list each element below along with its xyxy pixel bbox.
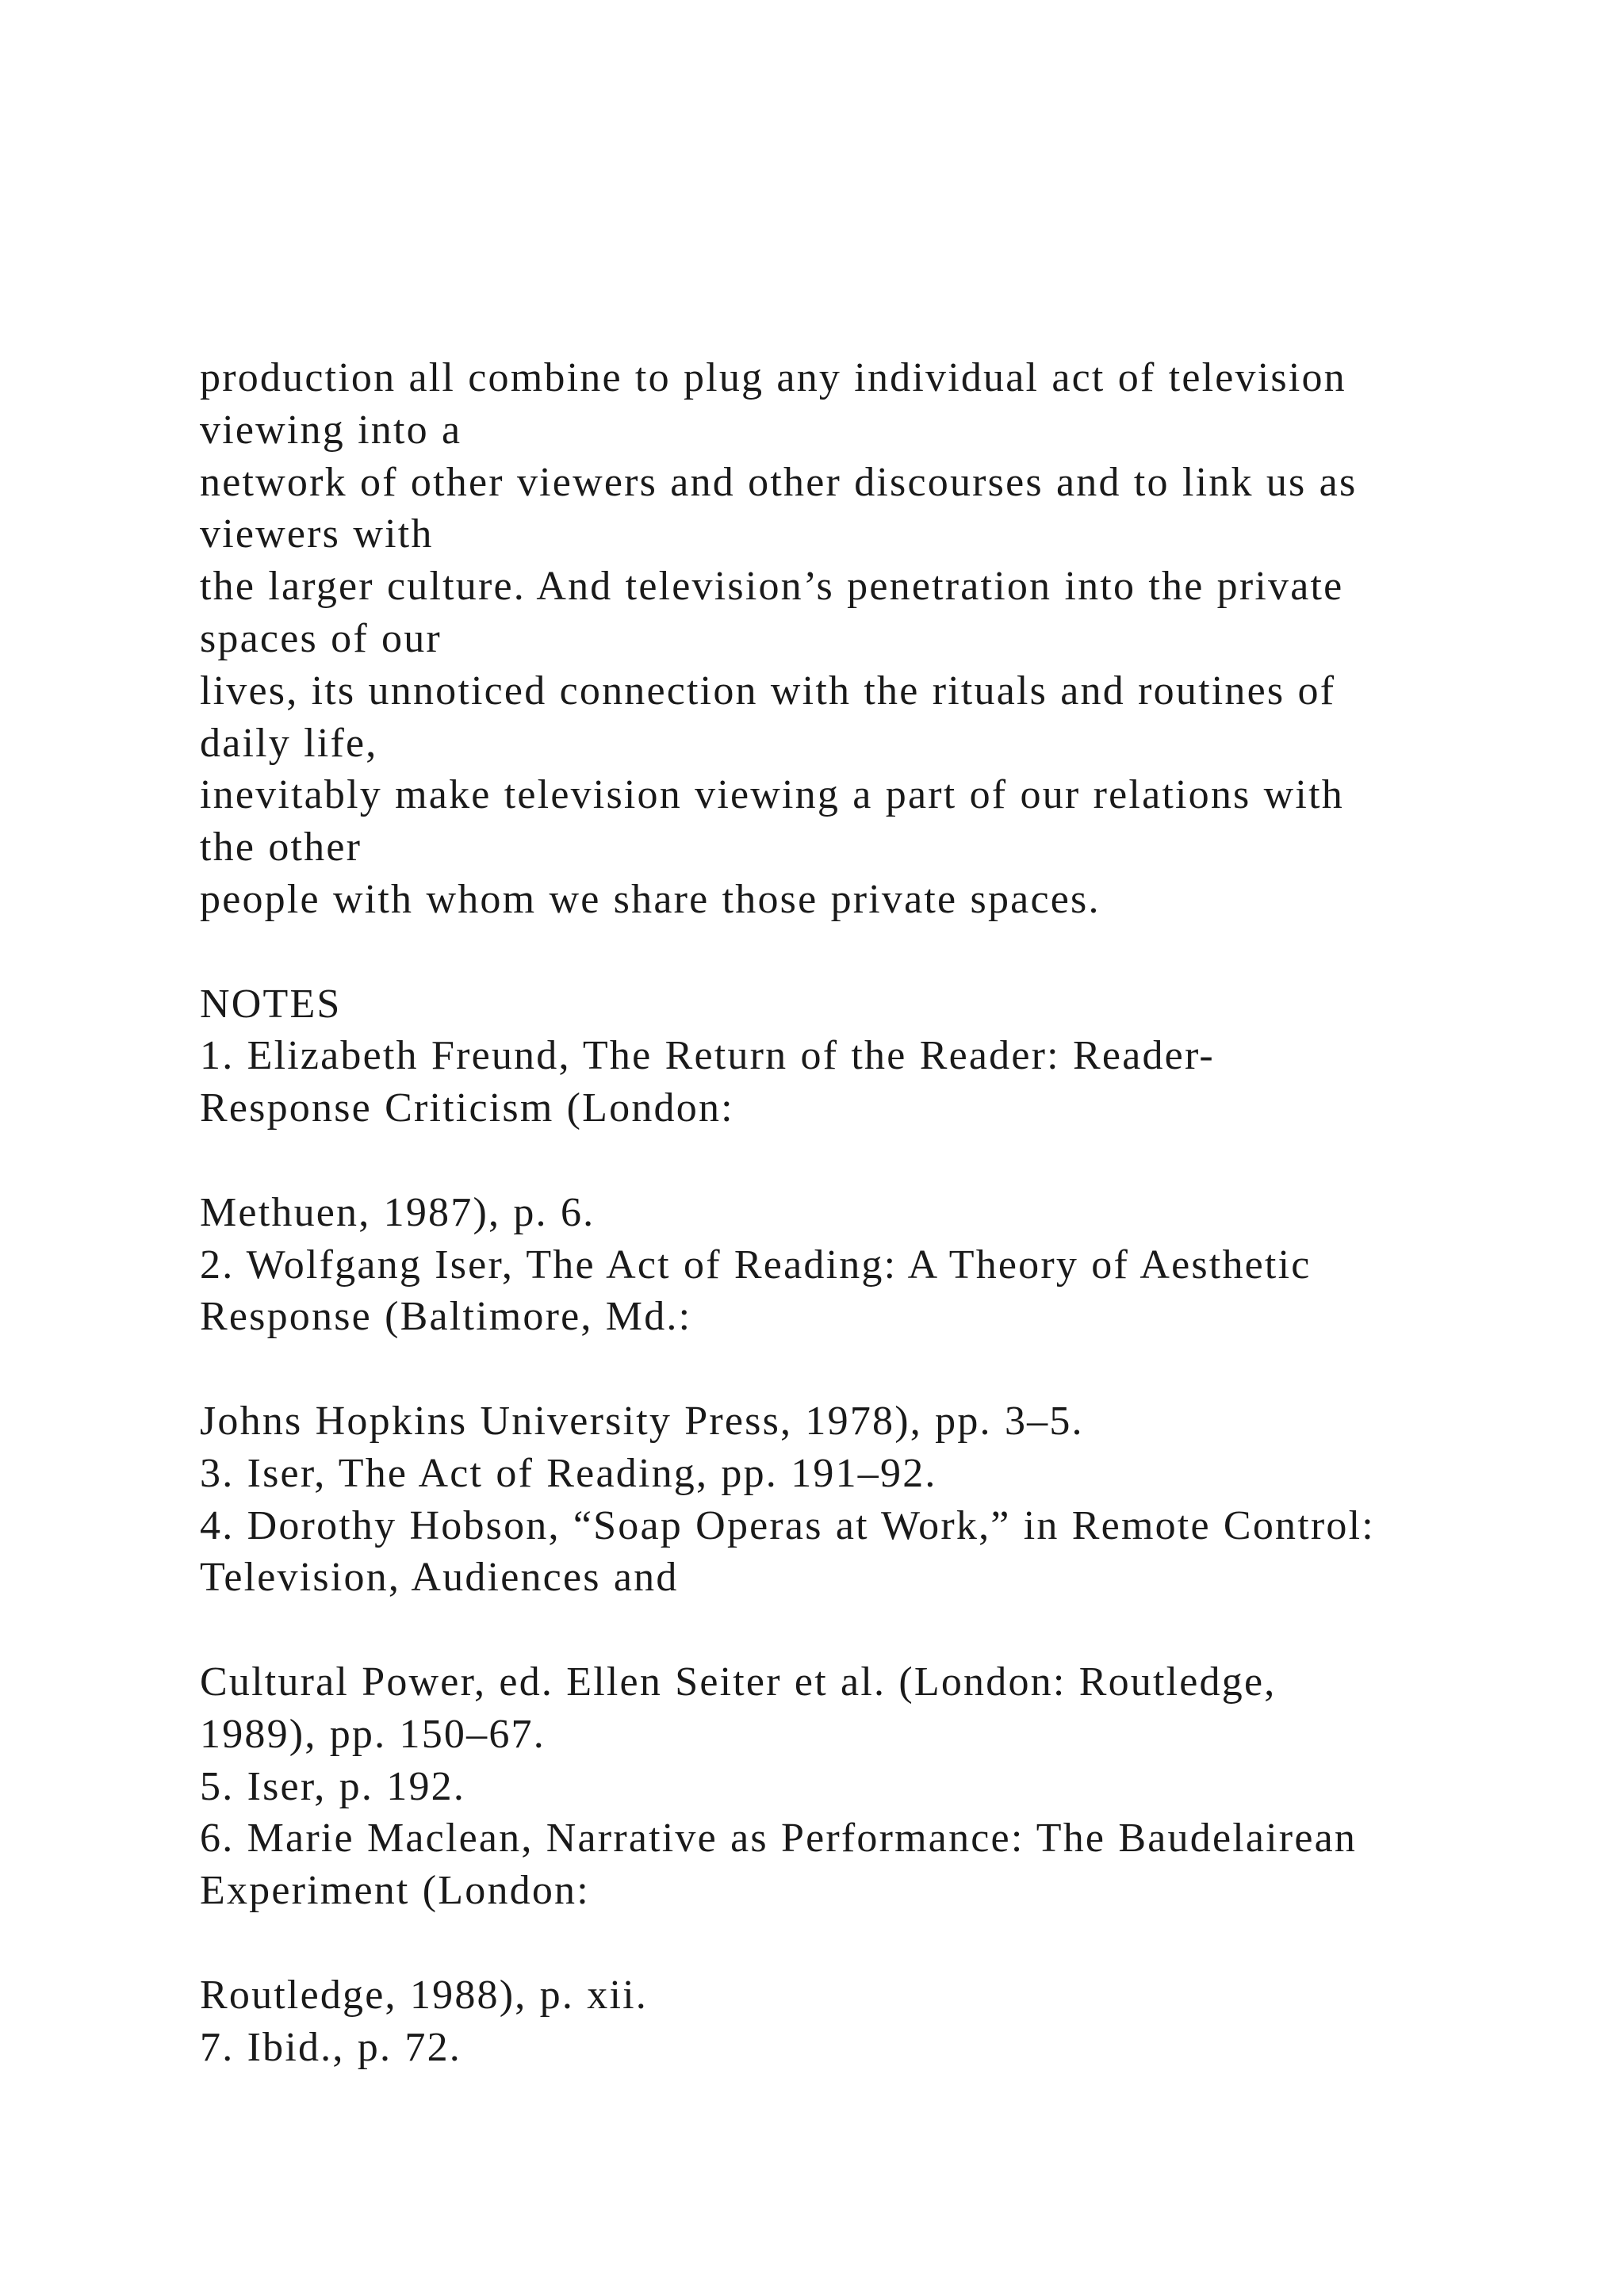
note-item-2 [200, 1239, 1548, 1448]
note-line: 7. Ibid., p. 72. [200, 2024, 462, 2070]
note-item-5 [200, 1761, 1548, 1813]
note-item-4 [200, 1500, 1548, 1761]
spacer [200, 1917, 1548, 1969]
note-line: Television, Audiences and [200, 1555, 679, 1601]
body-line: daily life, [200, 720, 378, 766]
body-line: inevitably make television viewing a part of our relations with [200, 772, 1344, 818]
body-line: network of other viewers and other discourses and to link us as [200, 459, 1358, 505]
notes-heading: NOTES [200, 981, 342, 1027]
note-line: 4. Dorothy Hobson, “Soap Operas at Work,” in Remote Control: [200, 1502, 1375, 1548]
spacer [200, 1135, 1548, 1187]
note-item-1 [200, 1030, 1548, 1238]
body-line: the other [200, 825, 362, 871]
note-line: Experiment (London: [200, 1868, 590, 1914]
spacer [200, 1604, 1548, 1656]
note-item-6 [200, 1812, 1548, 2021]
note-line: 1989), pp. 150–67. [200, 1711, 546, 1757]
note-line: Response (Baltimore, Md.: [200, 1294, 692, 1340]
note-line: 5. Iser, p. 192. [200, 1763, 466, 1809]
spacer [200, 1343, 1548, 1395]
body-line: production all combine to plug any individual act of television [200, 355, 1346, 400]
body-line: viewing into a [200, 407, 462, 453]
note-line: Methuen, 1987), p. 6. [200, 1189, 596, 1235]
body-paragraph [200, 352, 1548, 926]
body-line: spaces of our [200, 615, 442, 661]
note-item-7 [200, 2022, 1548, 2074]
note-item-3 [200, 1448, 1548, 1500]
note-line: 3. Iser, The Act of Reading, pp. 191–92. [200, 1450, 937, 1496]
body-line: lives, its unnoticed connection with the rituals and routines of [200, 668, 1336, 714]
body-line: people with whom we share those private spaces. [200, 876, 1101, 922]
note-line: 2. Wolfgang Iser, The Act of Reading: A Theory of Aesthetic [200, 1242, 1312, 1288]
document-text [200, 352, 1548, 2073]
body-line: viewers with [200, 511, 434, 557]
body-line: the larger culture. And television’s penetration into the private [200, 564, 1344, 610]
spacer [200, 926, 1548, 978]
note-line: Cultural Power, ed. Ellen Seiter et al. (London: Routledge, [200, 1659, 1277, 1705]
note-line: 6. Marie Maclean, Narrative as Performance: The Baudelairean [200, 1816, 1358, 1862]
note-line: Response Criticism (London: [200, 1085, 734, 1131]
note-line: 1. Elizabeth Freund, The Return of the Reader: Reader- [200, 1033, 1215, 1079]
note-line: Johns Hopkins University Press, 1978), pp. 3–5. [200, 1398, 1084, 1444]
note-line: Routledge, 1988), p. xii. [200, 1972, 648, 2018]
